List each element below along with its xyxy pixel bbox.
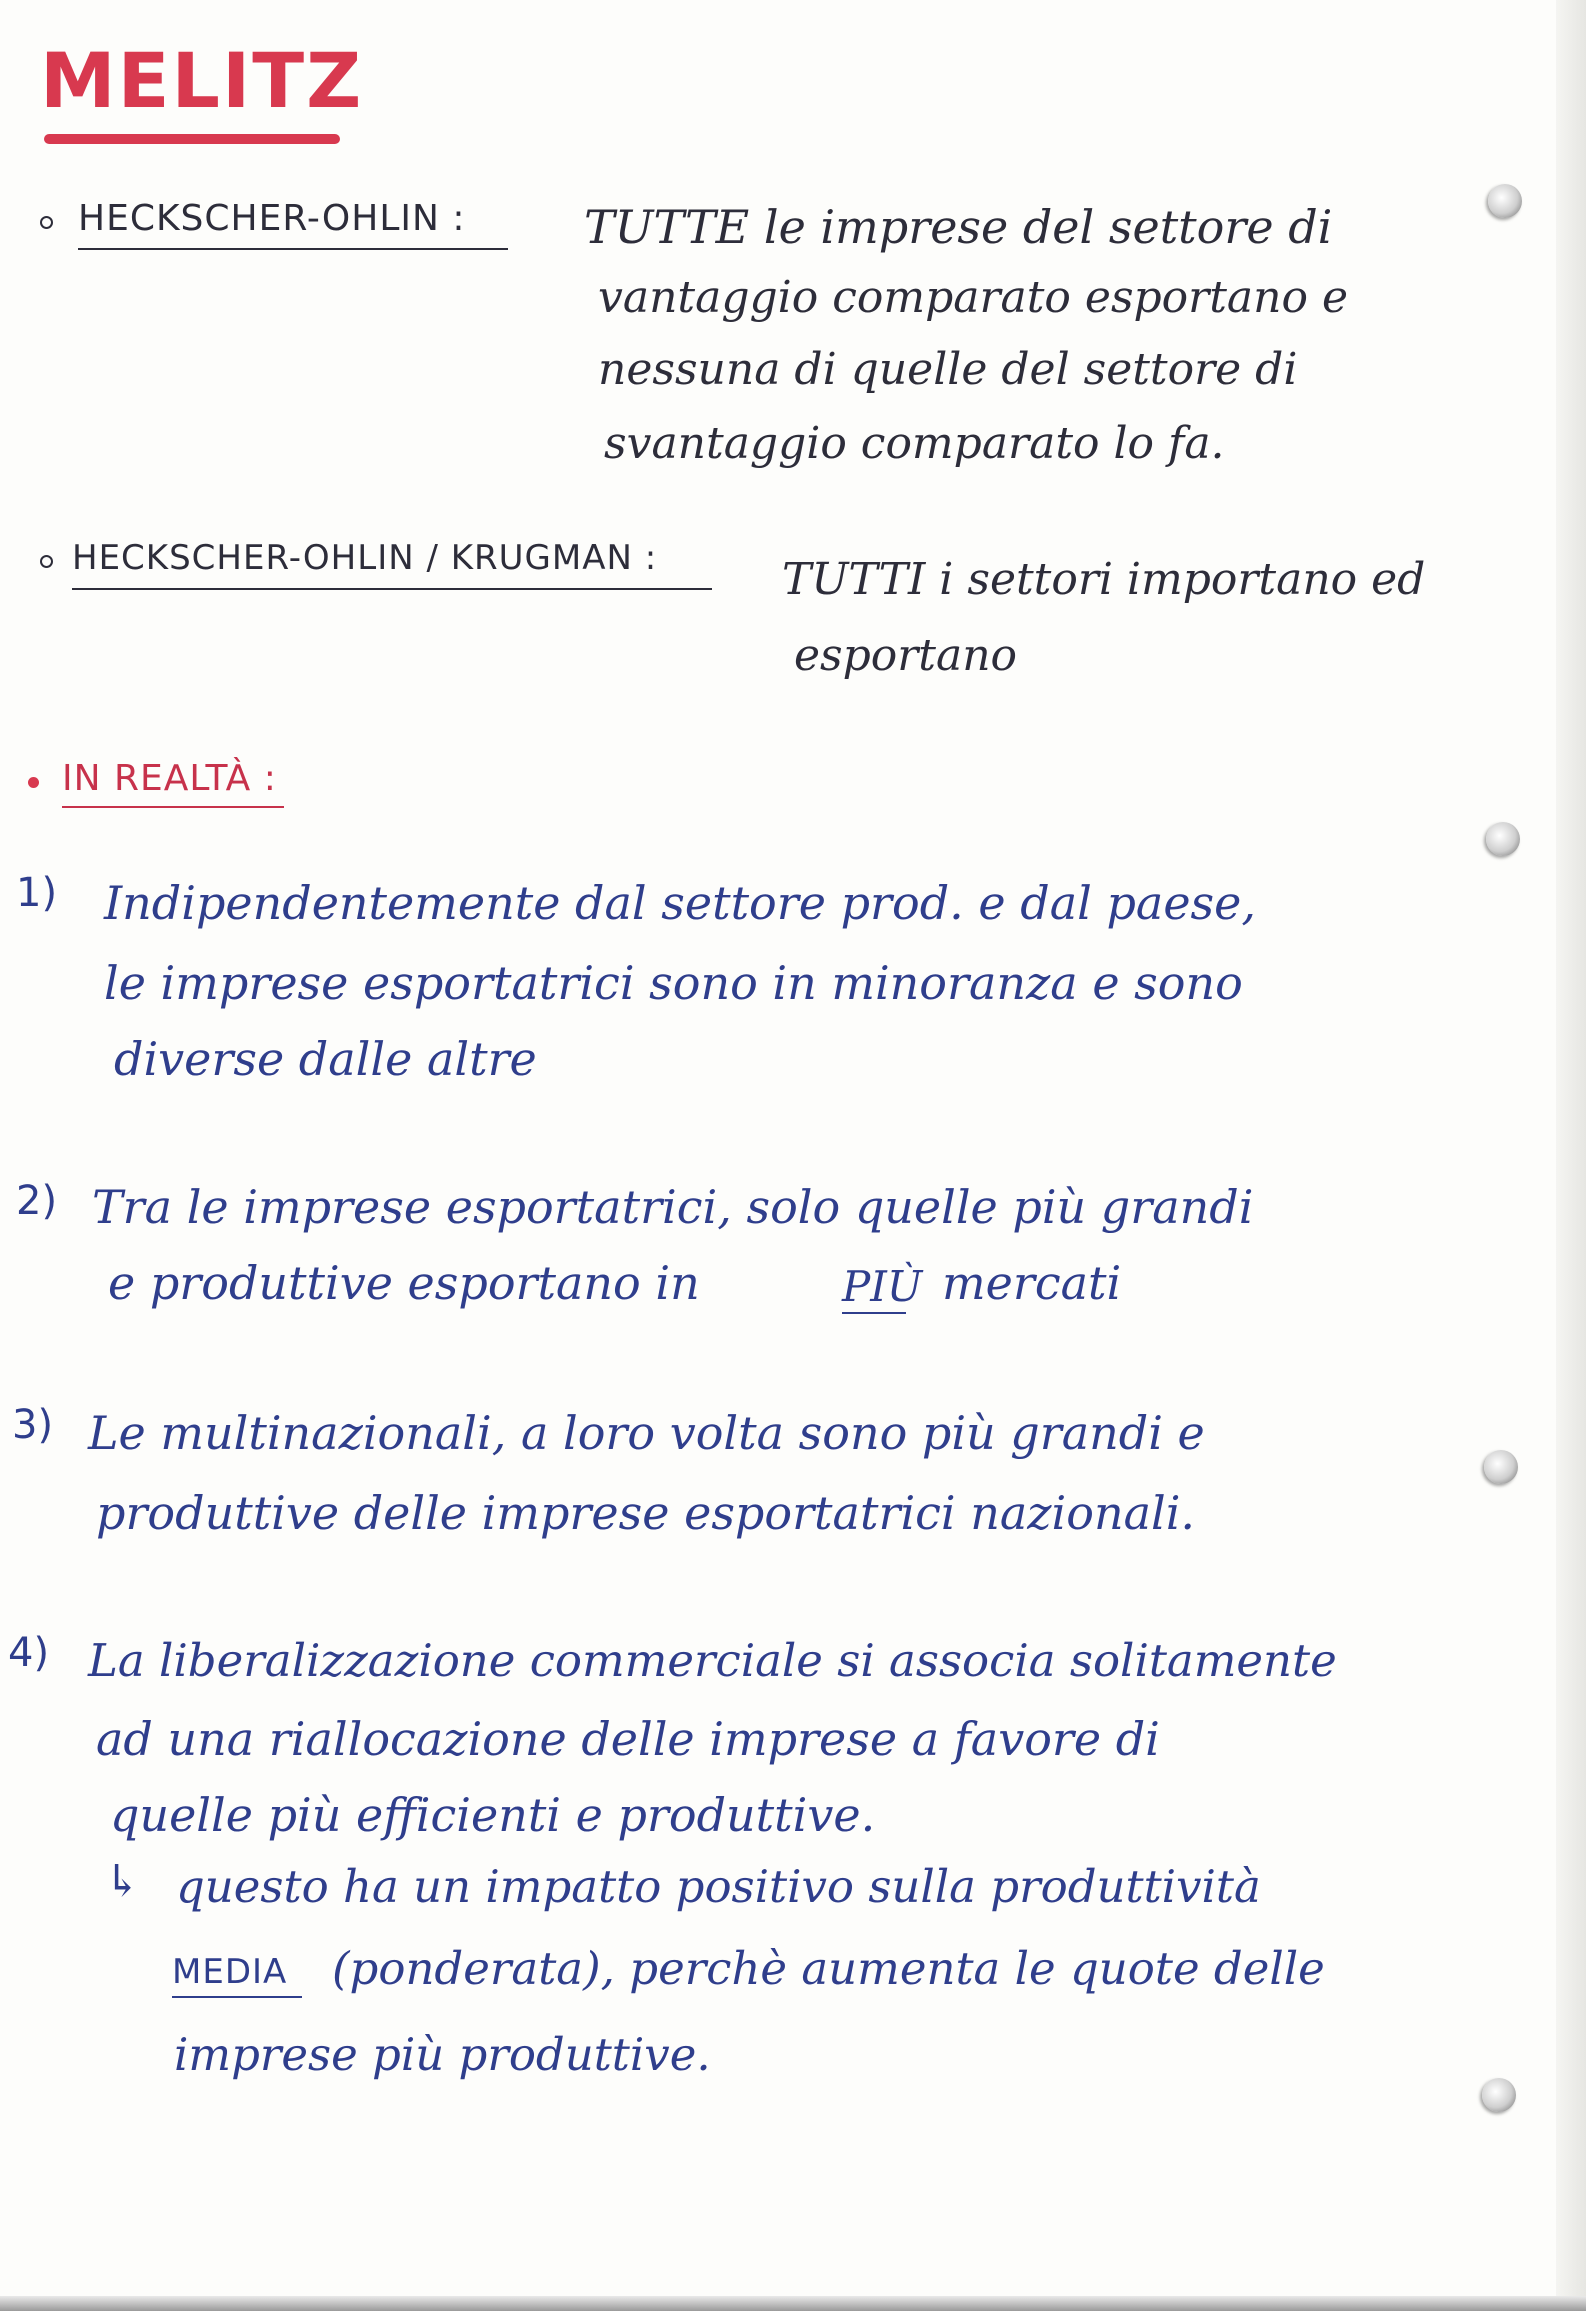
point-1-line-1: Indipendentemente dal settore prod. e dal paese, [104,876,1256,930]
point-4-sub-media-underline [172,1996,302,1998]
point-3-line-1: Le multinazionali, a loro volta sono più grandi e [88,1406,1205,1460]
point-2-line-2-end: mercati [942,1256,1122,1310]
title-underline [44,134,340,144]
punch-hole-1 [1488,184,1522,218]
point-2-line-2: e produttive esportano in [108,1256,700,1310]
point-4-line-2: ad una riallocazione delle imprese a favore di [96,1712,1160,1766]
point-4-sub-media: MEDIA [172,1952,288,1992]
point-4-number: 4) [8,1630,50,1676]
point-2-number: 2) [16,1178,58,1224]
in-realta-underline [62,806,284,808]
point-1-line-2: le imprese esportatrici sono in minoranza e sono [104,956,1243,1010]
section1-line-4: svantaggio comparato lo fa. [604,418,1225,469]
point-1-line-3: diverse dalle altre [114,1032,537,1086]
heckscher-ohlin-underline [78,248,508,250]
point-4-sub-line-1: questo ha un impatto positivo sulla produttività [176,1860,1261,1913]
section1-line-2: vantaggio comparato esportano e [598,272,1348,323]
page-bottom-edge [0,2296,1586,2311]
heckscher-ohlin-krugman-underline [72,588,712,590]
punch-hole-4 [1482,2078,1516,2112]
bullet-heckscher-ohlin-krugman [40,555,53,568]
point-2-piu-underline [842,1312,906,1314]
page-title: MELITZ [40,36,364,125]
point-3-line-2: produttive delle imprese esportatrici nazionali. [96,1486,1196,1540]
section1-line-1: TUTTE le imprese del settore di [584,200,1333,254]
point-4-sub-line-2: (ponderata), perchè aumenta le quote delle [332,1942,1325,1995]
section2-line-1: TUTTI i settori importano ed [782,554,1426,605]
point-2-line-1: Tra le imprese esportatrici, solo quelle più grandi [92,1180,1254,1234]
bullet-heckscher-ohlin [40,216,53,229]
heckscher-ohlin-krugman-label: HECKSCHER-OHLIN / KRUGMAN : [72,538,658,578]
point-4-sub-line-3: imprese più produttive. [174,2028,711,2081]
bullet-in-realta [28,777,39,788]
point-1-number: 1) [16,870,58,916]
section1-line-3: nessuna di quelle del settore di [598,344,1298,395]
in-realta-label: IN REALTÀ : [62,758,277,799]
heckscher-ohlin-label: HECKSCHER-OHLIN : [78,198,466,239]
point-3-number: 3) [12,1402,54,1448]
point-4-sub-arrow: ↳ [104,1856,141,1907]
point-4-line-3: quelle più efficienti e produttive. [110,1788,876,1842]
point-2-piu: PIÙ [842,1262,923,1311]
page-right-edge [1556,0,1586,2311]
punch-hole-2 [1486,822,1520,856]
section2-line-2: esportano [794,630,1018,681]
punch-hole-3 [1484,1450,1518,1484]
point-4-line-1: La liberalizzazione commerciale si associa solitamente [88,1634,1337,1687]
